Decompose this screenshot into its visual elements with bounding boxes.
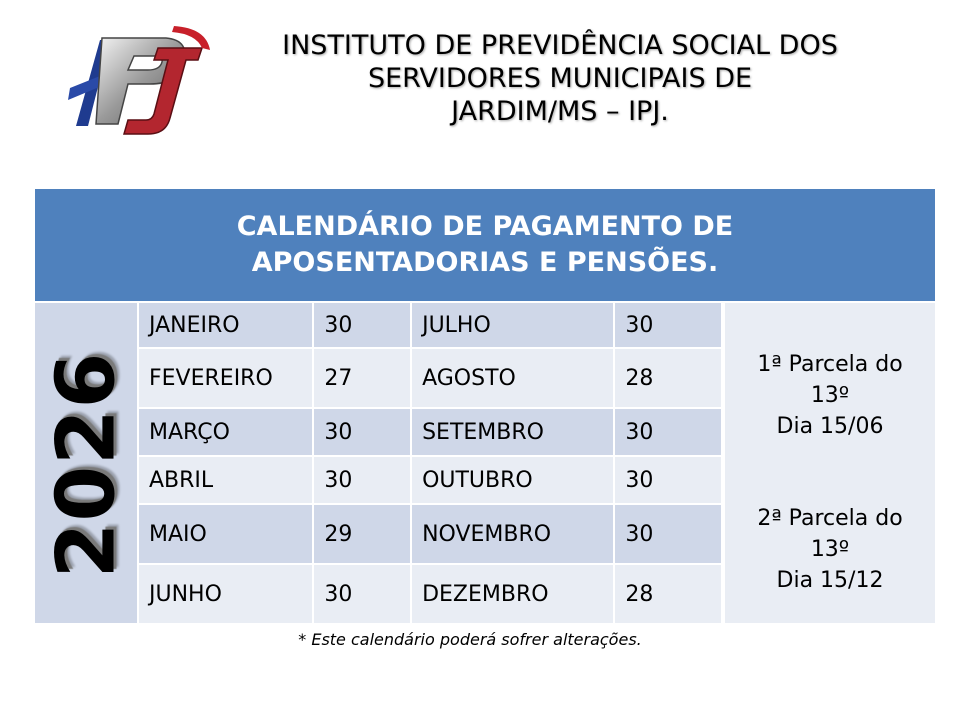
first-installment-line-1: 1ª Parcela do xyxy=(757,352,903,377)
institute-title-line-2: SERVIDORES MUNICIPAIS DE xyxy=(367,62,753,94)
month-second-half: AGOSTO xyxy=(412,349,613,407)
month-first-half: JANEIRO xyxy=(139,303,312,347)
second-installment-note xyxy=(725,503,935,596)
calendar-heading-line-1: CALENDÁRIO DE PAGAMENTO DE xyxy=(236,211,734,242)
payment-day: 28 xyxy=(615,565,721,623)
first-installment-line-2: 13º xyxy=(810,383,850,408)
table-row xyxy=(139,505,723,563)
month-first-half: FEVEREIRO xyxy=(139,349,312,407)
payment-day: 27 xyxy=(314,349,410,407)
month-first-half: MAIO xyxy=(139,505,312,563)
month-second-half: OUTUBRO xyxy=(412,457,613,503)
payment-day: 30 xyxy=(314,565,410,623)
table-row xyxy=(139,565,723,623)
calendar-heading xyxy=(35,189,935,301)
payment-day: 30 xyxy=(615,457,721,503)
year-label: 2026 xyxy=(39,351,133,579)
month-first-half: JUNHO xyxy=(139,565,312,623)
payment-day: 30 xyxy=(615,505,721,563)
month-second-half: SETEMBRO xyxy=(412,409,613,455)
thirteenth-salary-notes xyxy=(725,303,935,623)
month-second-half: DEZEMBRO xyxy=(412,565,613,623)
calendar-heading-line-2: APOSENTADORIAS E PENSÕES. xyxy=(251,247,719,278)
table-row xyxy=(139,349,723,407)
institute-title-line-3: JARDIM/MS – IPJ. xyxy=(451,95,669,127)
ipj-logo xyxy=(62,18,212,148)
table-row xyxy=(139,303,723,347)
payment-day: 30 xyxy=(615,409,721,455)
table-row xyxy=(139,457,723,503)
month-second-half: NOVEMBRO xyxy=(412,505,613,563)
month-first-half: MARÇO xyxy=(139,409,312,455)
payment-day: 30 xyxy=(314,409,410,455)
second-installment-line-2: 13º xyxy=(810,537,850,562)
table-row xyxy=(139,409,723,455)
payment-day: 30 xyxy=(314,457,410,503)
month-grid xyxy=(139,303,719,623)
second-installment-line-1: 2ª Parcela do xyxy=(757,506,903,531)
month-second-half: JULHO xyxy=(412,303,613,347)
first-installment-note xyxy=(725,349,935,442)
first-installment-date: Dia 15/06 xyxy=(776,414,884,439)
payment-day: 28 xyxy=(615,349,721,407)
institute-title-line-1: INSTITUTO DE PREVIDÊNCIA SOCIAL DOS xyxy=(282,30,838,61)
disclaimer-footnote: * Este calendário poderá sofrer alterações. xyxy=(298,630,642,649)
payment-day: 29 xyxy=(314,505,410,563)
month-first-half: ABRIL xyxy=(139,457,312,503)
institute-title xyxy=(200,30,920,129)
payment-day: 30 xyxy=(314,303,410,347)
payment-day: 30 xyxy=(615,303,721,347)
year-cell xyxy=(35,303,137,623)
payment-calendar-table xyxy=(35,189,935,625)
second-installment-date: Dia 15/12 xyxy=(776,568,884,593)
